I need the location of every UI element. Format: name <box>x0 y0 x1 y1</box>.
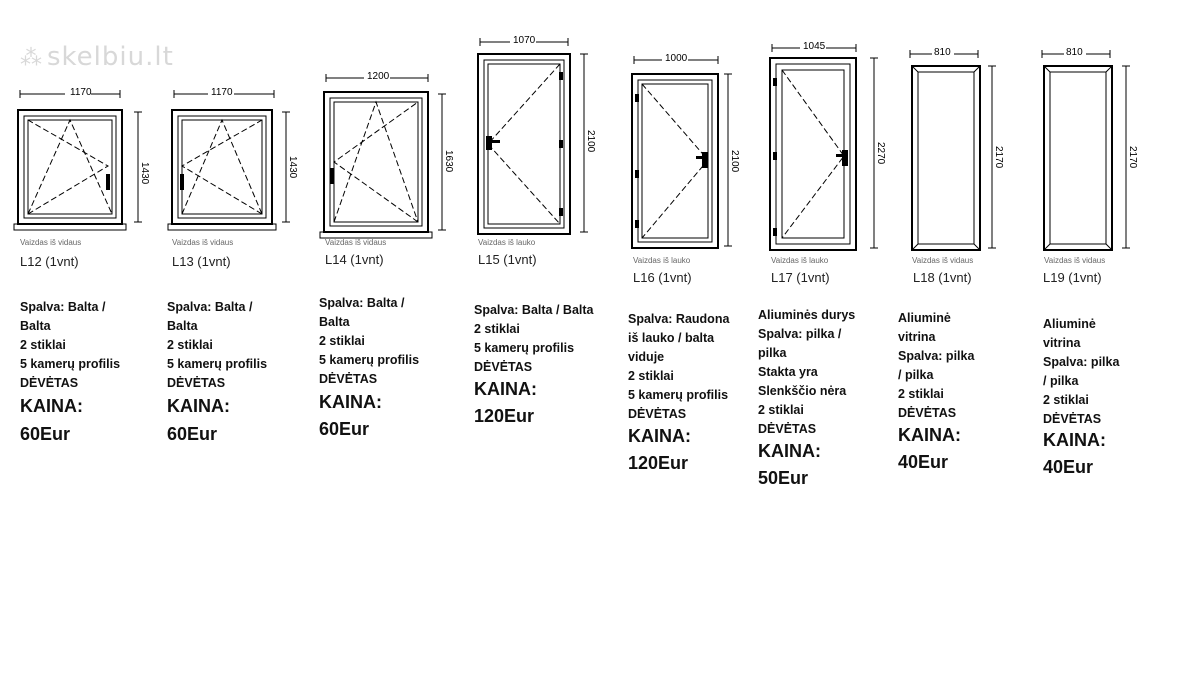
desc-line: DĖVĖTAS <box>20 376 79 390</box>
desc-line: DĖVĖTAS <box>1043 412 1102 426</box>
desc-line: 5 kamerų profilis <box>167 357 268 371</box>
desc-line: Balta <box>319 315 350 329</box>
width-dim-l19: 810 <box>1066 47 1083 58</box>
product-code-l19: L19 (1vnt) <box>1043 270 1102 285</box>
price-label-l13: KAINA: <box>167 396 230 416</box>
width-dim-l16: 1000 <box>665 53 688 64</box>
price-label-l16: KAINA: <box>628 426 691 446</box>
description-l17 <box>758 306 855 439</box>
desc-line: vitrina <box>1043 336 1081 350</box>
height-dim-l18: 2170 <box>993 146 1004 169</box>
desc-line: 5 kamerų profilis <box>474 341 575 355</box>
desc-line: Spalva: pilka <box>898 349 975 363</box>
window-drawing-l12 <box>10 84 150 244</box>
price-value-l18: 40Eur <box>898 452 949 472</box>
view-caption-l15: Vaizdas iš lauko <box>478 238 536 247</box>
desc-line: iš lauko / balta <box>628 331 715 345</box>
product-code-l15: L15 (1vnt) <box>478 252 537 267</box>
price-label-l14: KAINA: <box>319 392 382 412</box>
height-dim-l17: 2270 <box>875 142 886 165</box>
width-dim-l18: 810 <box>934 47 951 58</box>
desc-line: Stakta yra <box>758 365 818 379</box>
description-l14 <box>319 294 419 389</box>
desc-line: Spalva: pilka / <box>758 327 842 341</box>
desc-line: DĖVĖTAS <box>628 407 687 421</box>
price-value-l16: 120Eur <box>628 453 689 473</box>
desc-line: pilka <box>758 346 787 360</box>
watermark-logo: ⁂ skelbiu.lt <box>20 42 174 72</box>
desc-line: vitrina <box>898 330 936 344</box>
price-value-l12: 60Eur <box>20 424 71 444</box>
door-drawing-l17 <box>762 38 892 256</box>
desc-line: 2 stiklai <box>1043 393 1089 407</box>
height-dim-l15: 2100 <box>585 130 596 153</box>
desc-line: Spalva: Balta / <box>167 300 253 314</box>
desc-line: Slenkščio nėra <box>758 384 847 398</box>
description-l18 <box>898 309 974 423</box>
width-dim-l12: 1170 <box>70 87 92 98</box>
price-label-l19: KAINA: <box>1043 430 1106 450</box>
description-l15 <box>474 301 594 377</box>
view-caption-l17: Vaizdas iš lauko <box>771 256 829 265</box>
height-dim-l12: 1430 <box>139 162 150 185</box>
desc-line: 2 stiklai <box>319 334 365 348</box>
window-drawing-l13 <box>164 84 304 244</box>
desc-line: Balta <box>167 319 198 333</box>
product-code-l17: L17 (1vnt) <box>771 270 830 285</box>
description-l12 <box>20 298 120 393</box>
height-dim-l14: 1630 <box>443 150 454 173</box>
product-code-l14: L14 (1vnt) <box>325 252 384 267</box>
price-label-l17: KAINA: <box>758 441 821 461</box>
view-caption-l13: Vaizdas iš vidaus <box>172 238 234 247</box>
desc-line: 2 stiklai <box>167 338 213 352</box>
price-value-l19: 40Eur <box>1043 457 1094 477</box>
desc-line: Spalva: Balta / <box>319 296 405 310</box>
price-label-l12: KAINA: <box>20 396 83 416</box>
product-code-l13: L13 (1vnt) <box>172 254 231 269</box>
product-code-l16: L16 (1vnt) <box>633 270 692 285</box>
desc-line: 2 stiklai <box>758 403 804 417</box>
description-l16 <box>628 310 729 424</box>
view-caption-l16: Vaizdas iš lauko <box>633 256 691 265</box>
desc-line: 5 kamerų profilis <box>319 353 420 367</box>
door-drawing-l15 <box>470 32 600 246</box>
product-code-l18: L18 (1vnt) <box>913 270 972 285</box>
desc-line: 2 stiklai <box>628 369 674 383</box>
view-caption-l18: Vaizdas iš vidaus <box>912 256 974 265</box>
desc-line: Spalva: Balta / <box>20 300 106 314</box>
description-l13 <box>167 298 267 393</box>
desc-line: Spalva: pilka <box>1043 355 1120 369</box>
price-label-l18: KAINA: <box>898 425 961 445</box>
price-value-l14: 60Eur <box>319 419 370 439</box>
price-value-l17: 50Eur <box>758 468 809 488</box>
window-drawing-l14 <box>316 68 456 244</box>
view-caption-l14: Vaizdas iš vidaus <box>325 238 387 247</box>
desc-line: DĖVĖTAS <box>319 372 378 386</box>
desc-line: 5 kamerų profilis <box>20 357 121 371</box>
desc-line: DĖVĖTAS <box>167 376 226 390</box>
width-dim-l15: 1070 <box>513 35 536 46</box>
desc-line: Spalva: Balta / Balta <box>474 303 594 317</box>
height-dim-l19: 2170 <box>1127 146 1138 169</box>
description-l19 <box>1043 315 1119 429</box>
desc-line: Balta <box>20 319 51 333</box>
view-caption-l12: Vaizdas iš vidaus <box>20 238 82 247</box>
desc-line: Aliuminė <box>898 311 951 325</box>
desc-line: 5 kamerų profilis <box>628 388 729 402</box>
desc-line: DĖVĖTAS <box>758 422 817 436</box>
desc-line: 2 stiklai <box>898 387 944 401</box>
vitrine-drawing-l18 <box>904 46 1014 256</box>
view-caption-l19: Vaizdas iš vidaus <box>1044 256 1106 265</box>
height-dim-l16: 2100 <box>729 150 740 173</box>
desc-line: 2 stiklai <box>474 322 520 336</box>
height-dim-l13: 1430 <box>287 156 298 179</box>
desc-line: viduje <box>628 350 665 364</box>
desc-line: / pilka <box>1043 374 1079 388</box>
desc-line: Aliuminės durys <box>758 308 856 322</box>
desc-line: Aliuminė <box>1043 317 1096 331</box>
price-label-l15: KAINA: <box>474 379 537 399</box>
door-drawing-l16 <box>624 50 744 256</box>
desc-line: Spalva: Raudona <box>628 312 730 326</box>
price-value-l13: 60Eur <box>167 424 218 444</box>
vitrine-drawing-l19 <box>1036 46 1146 256</box>
desc-line: DĖVĖTAS <box>898 406 957 420</box>
width-dim-l13: 1170 <box>211 87 233 98</box>
product-code-l12: L12 (1vnt) <box>20 254 79 269</box>
desc-line: DĖVĖTAS <box>474 360 533 374</box>
width-dim-l14: 1200 <box>367 71 390 82</box>
width-dim-l17: 1045 <box>803 41 826 52</box>
desc-line: 2 stiklai <box>20 338 66 352</box>
price-value-l15: 120Eur <box>474 406 535 426</box>
desc-line: / pilka <box>898 368 934 382</box>
